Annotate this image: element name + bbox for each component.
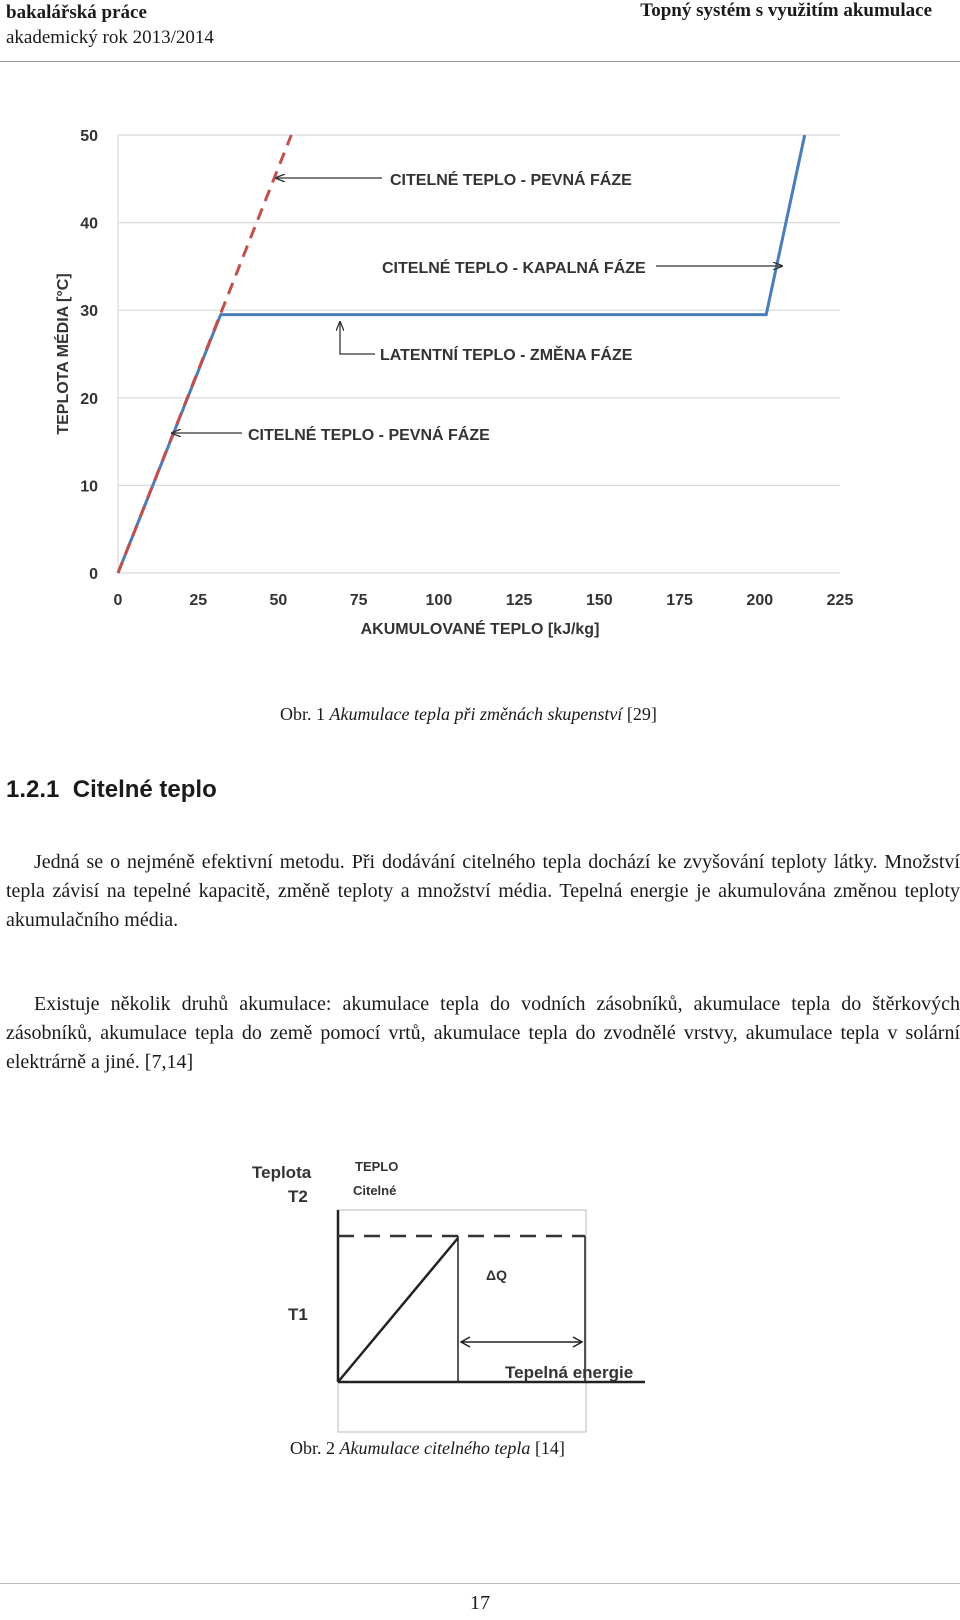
x-tick-label: 200	[746, 592, 774, 609]
figure2-caption-ref: [14]	[534, 1438, 565, 1458]
t1-label: T1	[288, 1305, 308, 1324]
footer-divider	[0, 1583, 960, 1584]
paragraph-2: Existuje několik druhů akumulace: akumulace tepla do vodních zásobníků, akumulace tepla do štěrkových zásobníků, akumulace tepla do země pomocí vrtů, akumulace tepla do zvodnělé vrstvy, akumulace tepla v solární elektrárně a jiné. [7,14]	[6, 993, 960, 1073]
y-tick-label: 0	[89, 566, 98, 583]
y-tick-label: 40	[80, 215, 98, 233]
thesis-type: bakalářská práce	[6, 2, 147, 23]
section-heading	[6, 776, 217, 804]
x-tick-label: 125	[505, 592, 533, 609]
arrow-latent	[340, 322, 375, 354]
figure1-caption-ref: [29]	[626, 704, 657, 724]
figure2-caption	[290, 1438, 565, 1459]
x-tick-label: 0	[113, 592, 123, 609]
y-tick-label: 10	[80, 478, 98, 496]
x-tick-label: 150	[585, 592, 613, 609]
delta-q-label: ΔQ	[486, 1267, 507, 1283]
diagram-heat-sublabel: Citelné	[353, 1183, 397, 1198]
figure2-caption-prefix: Obr. 2	[290, 1438, 335, 1458]
header-divider	[0, 61, 960, 62]
page-number: 17	[470, 1592, 490, 1614]
x-tick-label: 225	[826, 592, 854, 609]
y-tick-label: 20	[80, 390, 98, 408]
x-axis-label: AKUMULOVANÉ TEPLO [kJ/kg]	[360, 621, 600, 638]
annotation-solid-top: CITELNÉ TEPLO - PEVNÁ FÁZE	[390, 172, 632, 189]
phase-change-chart	[30, 118, 890, 648]
x-tick-label: 175	[666, 592, 693, 609]
section-title: Citelné teplo	[72, 776, 217, 803]
y-tick-label: 30	[80, 303, 98, 321]
thesis-title: Topný systém s využitím akumulace	[640, 0, 932, 21]
y-axis-label: TEPLOTA MÉDIA [°C]	[55, 273, 72, 435]
sensible-heat-diagram	[240, 1150, 660, 1450]
x-tick-label: 50	[269, 592, 288, 609]
diagram-heat-label: TEPLO	[355, 1159, 399, 1174]
paragraph-1: Jedná se o nejméně efektivní metodu. Při dodávání citelného tepla dochází ke zvyšování teploty látky. Množství tepla závisí na tepelné kapacitě, změně teploty a množství média. Tepelná energie je akumulována změnou teploty akumulačního média.	[6, 851, 960, 931]
x-tick-label: 25	[189, 592, 208, 609]
academic-year: akademický rok 2013/2014	[6, 27, 214, 48]
annotation-liquid: CITELNÉ TEPLO - KAPALNÁ FÁZE	[382, 260, 646, 277]
x-tick-label: 75	[349, 592, 368, 609]
diagram-y-label: Teplota	[252, 1163, 312, 1182]
section-number: 1.2.1	[6, 776, 60, 803]
x-tick-label: 100	[425, 592, 453, 609]
figure1-caption-title: Akumulace tepla při změnách skupenství	[329, 704, 623, 724]
annotation-solid-bottom: CITELNÉ TEPLO - PEVNÁ FÁZE	[248, 427, 490, 444]
y-tick-label: 50	[80, 128, 98, 145]
annotation-latent: LATENTNÍ TEPLO - ZMĚNA FÁZE	[380, 347, 633, 364]
heating-line	[338, 1238, 458, 1382]
figure1-caption	[280, 704, 657, 725]
header-left	[6, 0, 214, 50]
diagram-frame	[338, 1210, 586, 1432]
figure1-caption-prefix: Obr. 1	[280, 704, 325, 724]
figure2-caption-title: Akumulace citelného tepla	[339, 1438, 531, 1458]
diagram-x-label: Tepelná energie	[505, 1363, 634, 1382]
t2-label: T2	[288, 1187, 308, 1206]
